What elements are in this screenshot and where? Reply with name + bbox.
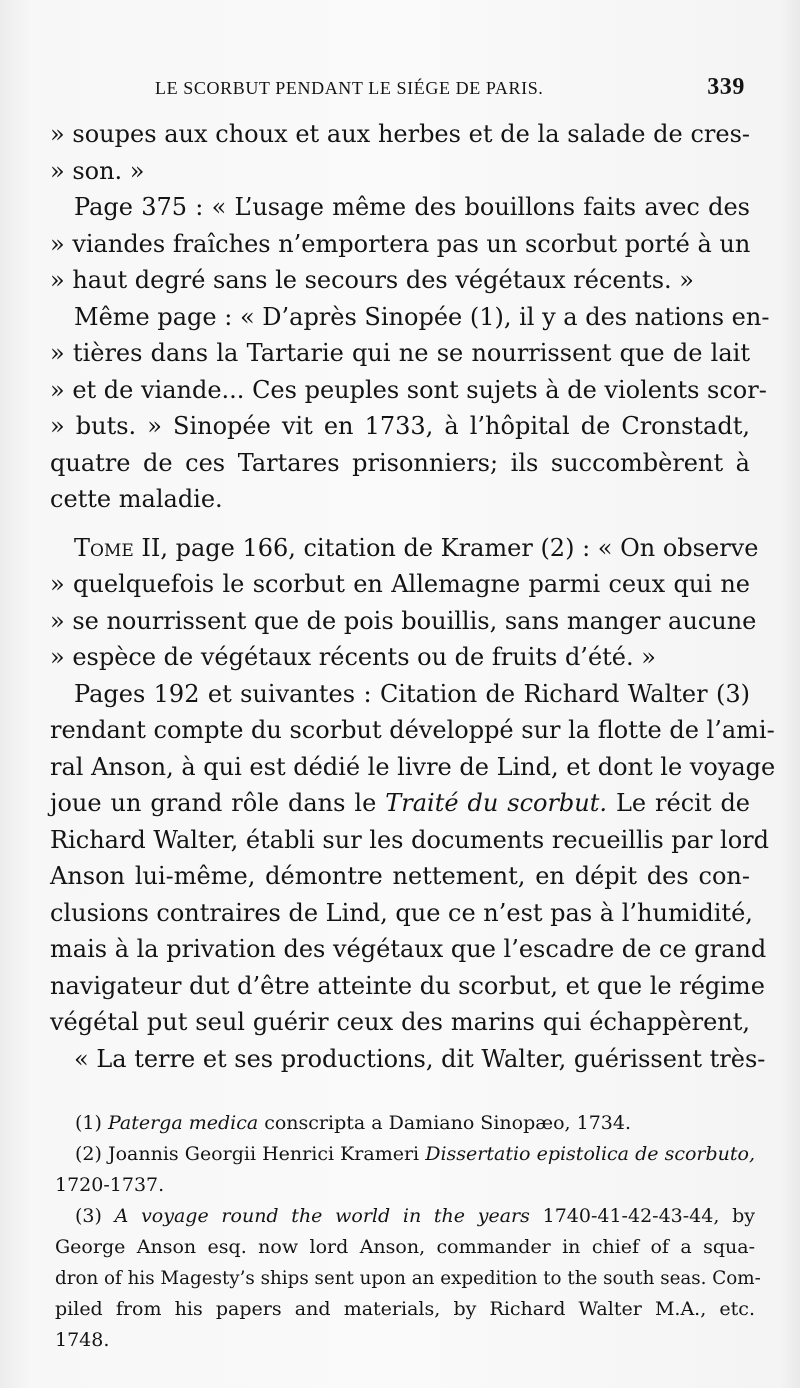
footnote-3-line: 1748.	[55, 1329, 110, 1351]
book-title: Traité du scorbut.	[385, 789, 608, 817]
text-line: Pages 192 et suivantes : Citation de Richard Walter (3)	[74, 679, 750, 708]
text-line: » quelquefois le scorbut en Allemagne parmi ceux qui ne	[50, 570, 750, 598]
text-line: » se nourrissent que de pois bouillis, sans manger aucune	[50, 606, 757, 635]
running-header	[155, 74, 745, 108]
text-line: Page 375 : « L’usage même des bouillons faits avec des	[74, 193, 750, 221]
footnote-title: A voyage round the world in the years	[114, 1205, 530, 1227]
text-line: cette maladie.	[50, 485, 223, 513]
footnote-text: 1740-41-42-43-44, by	[529, 1205, 755, 1227]
text-line: » tières dans la Tartarie qui ne se nourrissent que de lait	[50, 339, 750, 367]
main-text	[50, 116, 776, 1077]
footnote-title: Dissertatio epistolica de scorbuto,	[425, 1143, 755, 1165]
text-line: » haut degré sans le secours des végétaux récents. »	[50, 266, 694, 294]
text-line: mais à la privation des végétaux que l’escadre de ce grand	[50, 935, 767, 963]
footnote-3-line: dron of his Magesty’s ships sent upon an expedition to the south seas. Com-	[55, 1268, 761, 1289]
footnote-2	[55, 1139, 755, 1170]
text-line: » espèce de végétaux récents ou de fruits d’été. »	[50, 643, 656, 671]
footnote-2-cont: 1720-1737.	[55, 1174, 165, 1196]
text-line: » son. »	[50, 156, 145, 185]
text-segment: , page 166, citation de Kramer (2) : « On observe	[160, 533, 759, 562]
text-line: « La terre et ses productions, dit Walter, guérissent très-	[74, 1044, 766, 1073]
text-line: Anson lui-même, démontre nettement, en dépit des con-	[50, 862, 750, 890]
text-line: végétal put seul guérir ceux des marins qui échappèrent,	[50, 1008, 750, 1036]
text-line: Même page : « D’après Sinopée (1), il y a des nations en-	[74, 302, 770, 331]
running-title: LE SCORBUT PENDANT LE SIÉGE DE PARIS.	[155, 78, 544, 98]
footnote-title: Paterga medica	[107, 1112, 259, 1134]
text-line: ral Anson, à qui est dédié le livre de Lind, et dont le voyage	[50, 752, 776, 781]
footnotes	[55, 1108, 761, 1356]
footnote-3-line: piled from his papers and materials, by Richard Walter M.A., etc.	[55, 1298, 755, 1320]
footnote-3	[55, 1201, 755, 1232]
footnote-text: conscripta a Damiano Sinopæo, 1734.	[258, 1112, 632, 1134]
text-line: » et de viande... Ces peuples sont sujets à de violents scor-	[50, 375, 767, 404]
text-line: navigateur dut d’être atteinte du scorbut, et que le régime	[50, 971, 765, 1000]
text-segment: Le récit de	[607, 789, 751, 817]
text-line: » soupes aux choux et aux herbes et de la salade de cres-	[50, 120, 750, 148]
footnote-3-line: George Anson esq. now lord Anson, commander in chief of a squa-	[55, 1236, 755, 1258]
text-line: » viandes fraîches n’emportera pas un scorbut porté à un	[50, 229, 751, 258]
text-line: » buts. » Sinopée vit en 1733, à l’hôpital de Cronstadt,	[50, 412, 750, 440]
footnote-text: (2) Joannis Georgii Henrici Krameri	[75, 1143, 426, 1165]
text-line: rendant compte du scorbut développé sur la flotte de l’ami-	[50, 716, 775, 744]
footnote-number: (1)	[75, 1112, 108, 1134]
text-line	[50, 530, 759, 567]
text-line: quatre de ces Tartares prisonniers; ils succombèrent à	[50, 448, 750, 477]
footnote-1	[55, 1108, 755, 1139]
text-line: Richard Walter, établi sur les documents recueillis par lord	[50, 825, 770, 854]
volume-ref: Tome II	[74, 533, 161, 562]
text-segment: joue un grand rôle dans le	[50, 789, 386, 817]
page-number: 339	[707, 74, 745, 100]
text-line	[50, 785, 750, 822]
footnote-number: (3)	[75, 1205, 115, 1227]
text-line: clusions contraires de Lind, que ce n’est pas à l’humidité,	[50, 898, 753, 927]
